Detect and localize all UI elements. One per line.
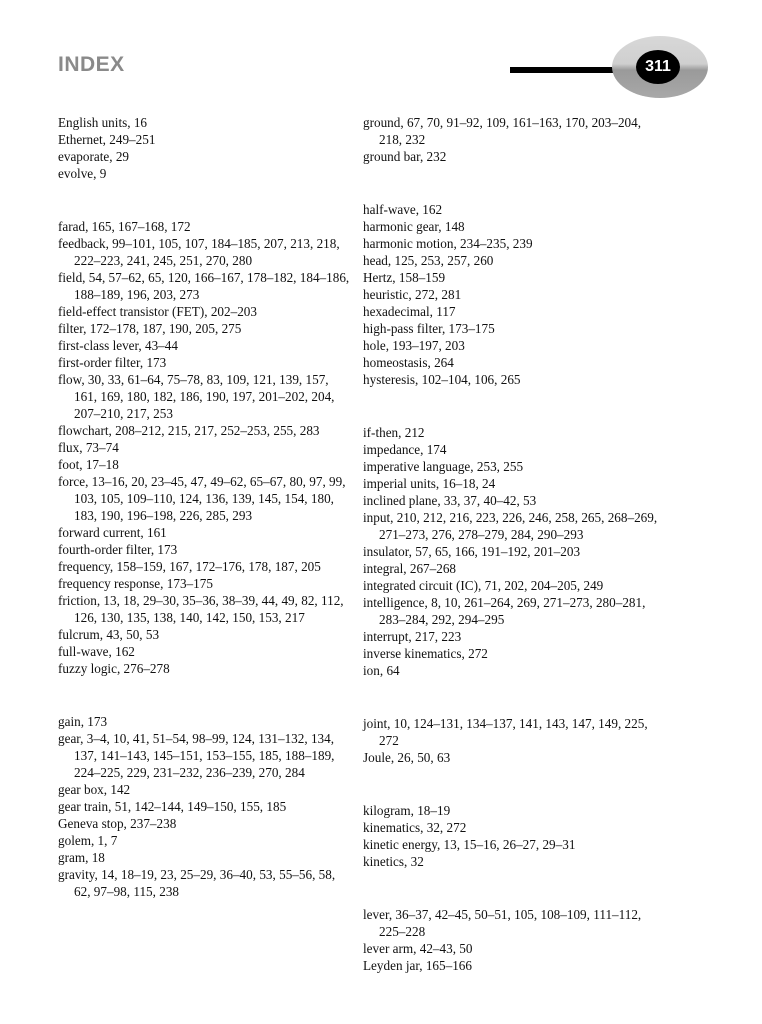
index-section	[363, 715, 663, 766]
index-entry: inverse kinematics, 272	[363, 646, 488, 661]
index-column-right	[363, 114, 663, 974]
index-entry: harmonic gear, 148	[363, 219, 465, 234]
index-entry: imperative language, 253, 255	[363, 459, 524, 474]
index-entry: Geneva stop, 237–238	[58, 816, 177, 831]
index-entry: intelligence, 8, 10, 261–264, 269, 271–273, 280–281, 283–284, 292, 294–295	[363, 595, 646, 627]
index-entry: gear, 3–4, 10, 41, 51–54, 98–99, 124, 131–132, 134, 137, 141–143, 145–151, 153–155, 185, 188–189, 224–225, 229, 231–232, 236–239, 270, 284	[58, 731, 335, 780]
index-entry: head, 125, 253, 257, 260	[363, 253, 494, 268]
index-entry: lever arm, 42–43, 50	[363, 941, 473, 956]
index-entry: gram, 18	[58, 850, 105, 865]
index-entry: force, 13–16, 20, 23–45, 47, 49–62, 65–67, 80, 97, 99, 103, 105, 109–110, 124, 136, 139, 145, 154, 180, 183, 190, 196–198, 226, 285, 293	[58, 474, 346, 523]
index-entry: ground, 67, 70, 91–92, 109, 161–163, 170, 203–204, 218, 232	[363, 115, 642, 147]
index-entry: kinetic energy, 13, 15–16, 26–27, 29–31	[363, 837, 576, 852]
index-entry: gear train, 51, 142–144, 149–150, 155, 185	[58, 799, 287, 814]
index-entry: friction, 13, 18, 29–30, 35–36, 38–39, 44, 49, 82, 112, 126, 130, 135, 138, 140, 142, 150, 153, 217	[58, 593, 344, 625]
index-entry: field-effect transistor (FET), 202–203	[58, 304, 257, 319]
index-section	[363, 906, 663, 974]
index-entry: half-wave, 162	[363, 202, 443, 217]
index-entry: kilogram, 18–19	[363, 803, 451, 818]
index-entry: ion, 64	[363, 663, 400, 678]
index-entry: Joule, 26, 50, 63	[363, 750, 451, 765]
index-entry: insulator, 57, 65, 166, 191–192, 201–203	[363, 544, 581, 559]
index-entry: Ethernet, 249–251	[58, 132, 156, 147]
index-entry: farad, 165, 167–168, 172	[58, 219, 191, 234]
index-entry: kinematics, 32, 272	[363, 820, 467, 835]
section-gap	[58, 182, 354, 218]
index-column-left	[58, 114, 354, 900]
section-gap	[363, 388, 663, 424]
index-entry: filter, 172–178, 187, 190, 205, 275	[58, 321, 242, 336]
index-entry: field, 54, 57–62, 65, 120, 166–167, 178–182, 184–186, 188–189, 196, 203, 273	[58, 270, 350, 302]
index-entry: input, 210, 212, 216, 223, 226, 246, 258, 265, 268–269, 271–273, 276, 278–279, 284, 290–293	[363, 510, 658, 542]
index-entry: fourth-order filter, 173	[58, 542, 178, 557]
page-number: 311	[636, 50, 680, 84]
page-number-badge	[612, 36, 708, 98]
index-entry: ground bar, 232	[363, 149, 447, 164]
section-gap	[363, 679, 663, 715]
index-entry: impedance, 174	[363, 442, 447, 457]
index-entry: frequency, 158–159, 167, 172–176, 178, 187, 205	[58, 559, 321, 574]
index-entry: golem, 1, 7	[58, 833, 118, 848]
index-entry: gain, 173	[58, 714, 108, 729]
index-entry: English units, 16	[58, 115, 148, 130]
index-entry: frequency response, 173–175	[58, 576, 213, 591]
index-entry: hysteresis, 102–104, 106, 265	[363, 372, 521, 387]
index-entry: imperial units, 16–18, 24	[363, 476, 496, 491]
index-section	[58, 713, 354, 900]
index-entry: lever, 36–37, 42–45, 50–51, 105, 108–109, 111–112, 225–228	[363, 907, 642, 939]
index-entry: high-pass filter, 173–175	[363, 321, 495, 336]
section-gap	[363, 870, 663, 906]
index-entry: flow, 30, 33, 61–64, 75–78, 83, 109, 121, 139, 157, 161, 169, 180, 182, 186, 190, 197, 201–202, 204, 207–210, 217, 253	[58, 372, 335, 421]
index-entry: fulcrum, 43, 50, 53	[58, 627, 160, 642]
index-entry: evaporate, 29	[58, 149, 130, 164]
section-gap	[363, 165, 663, 201]
section-gap	[58, 677, 354, 713]
index-entry: harmonic motion, 234–235, 239	[363, 236, 533, 251]
index-entry: interrupt, 217, 223	[363, 629, 462, 644]
index-entry: inclined plane, 33, 37, 40–42, 53	[363, 493, 537, 508]
index-entry: first-order filter, 173	[58, 355, 167, 370]
index-entry: first-class lever, 43–44	[58, 338, 178, 353]
index-section	[363, 201, 663, 388]
index-entry: Leyden jar, 165–166	[363, 958, 472, 973]
index-entry: homeostasis, 264	[363, 355, 454, 370]
index-entry: integrated circuit (IC), 71, 202, 204–205, 249	[363, 578, 604, 593]
index-entry: Hertz, 158–159	[363, 270, 446, 285]
index-entry: flux, 73–74	[58, 440, 119, 455]
index-entry: hole, 193–197, 203	[363, 338, 465, 353]
index-entry: joint, 10, 124–131, 134–137, 141, 143, 147, 149, 225, 272	[363, 716, 648, 748]
index-entry: full-wave, 162	[58, 644, 135, 659]
index-section	[363, 802, 663, 870]
index-section	[58, 218, 354, 677]
index-entry: feedback, 99–101, 105, 107, 184–185, 207, 213, 218, 222–223, 241, 245, 251, 270, 280	[58, 236, 340, 268]
index-entry: hexadecimal, 117	[363, 304, 456, 319]
index-entry: integral, 267–268	[363, 561, 457, 576]
index-section	[363, 424, 663, 679]
index-section	[363, 114, 663, 165]
page-title: INDEX	[58, 53, 125, 76]
index-entry: evolve, 9	[58, 166, 107, 181]
index-entry: heuristic, 272, 281	[363, 287, 462, 302]
index-entry: fuzzy logic, 276–278	[58, 661, 170, 676]
index-entry: flowchart, 208–212, 215, 217, 252–253, 255, 283	[58, 423, 320, 438]
section-gap	[363, 766, 663, 802]
index-entry: foot, 17–18	[58, 457, 119, 472]
index-section	[58, 114, 354, 182]
index-entry: gear box, 142	[58, 782, 131, 797]
index-entry: gravity, 14, 18–19, 23, 25–29, 36–40, 53, 55–56, 58, 62, 97–98, 115, 238	[58, 867, 336, 899]
index-entry: if-then, 212	[363, 425, 425, 440]
index-entry: forward current, 161	[58, 525, 167, 540]
index-entry: kinetics, 32	[363, 854, 424, 869]
